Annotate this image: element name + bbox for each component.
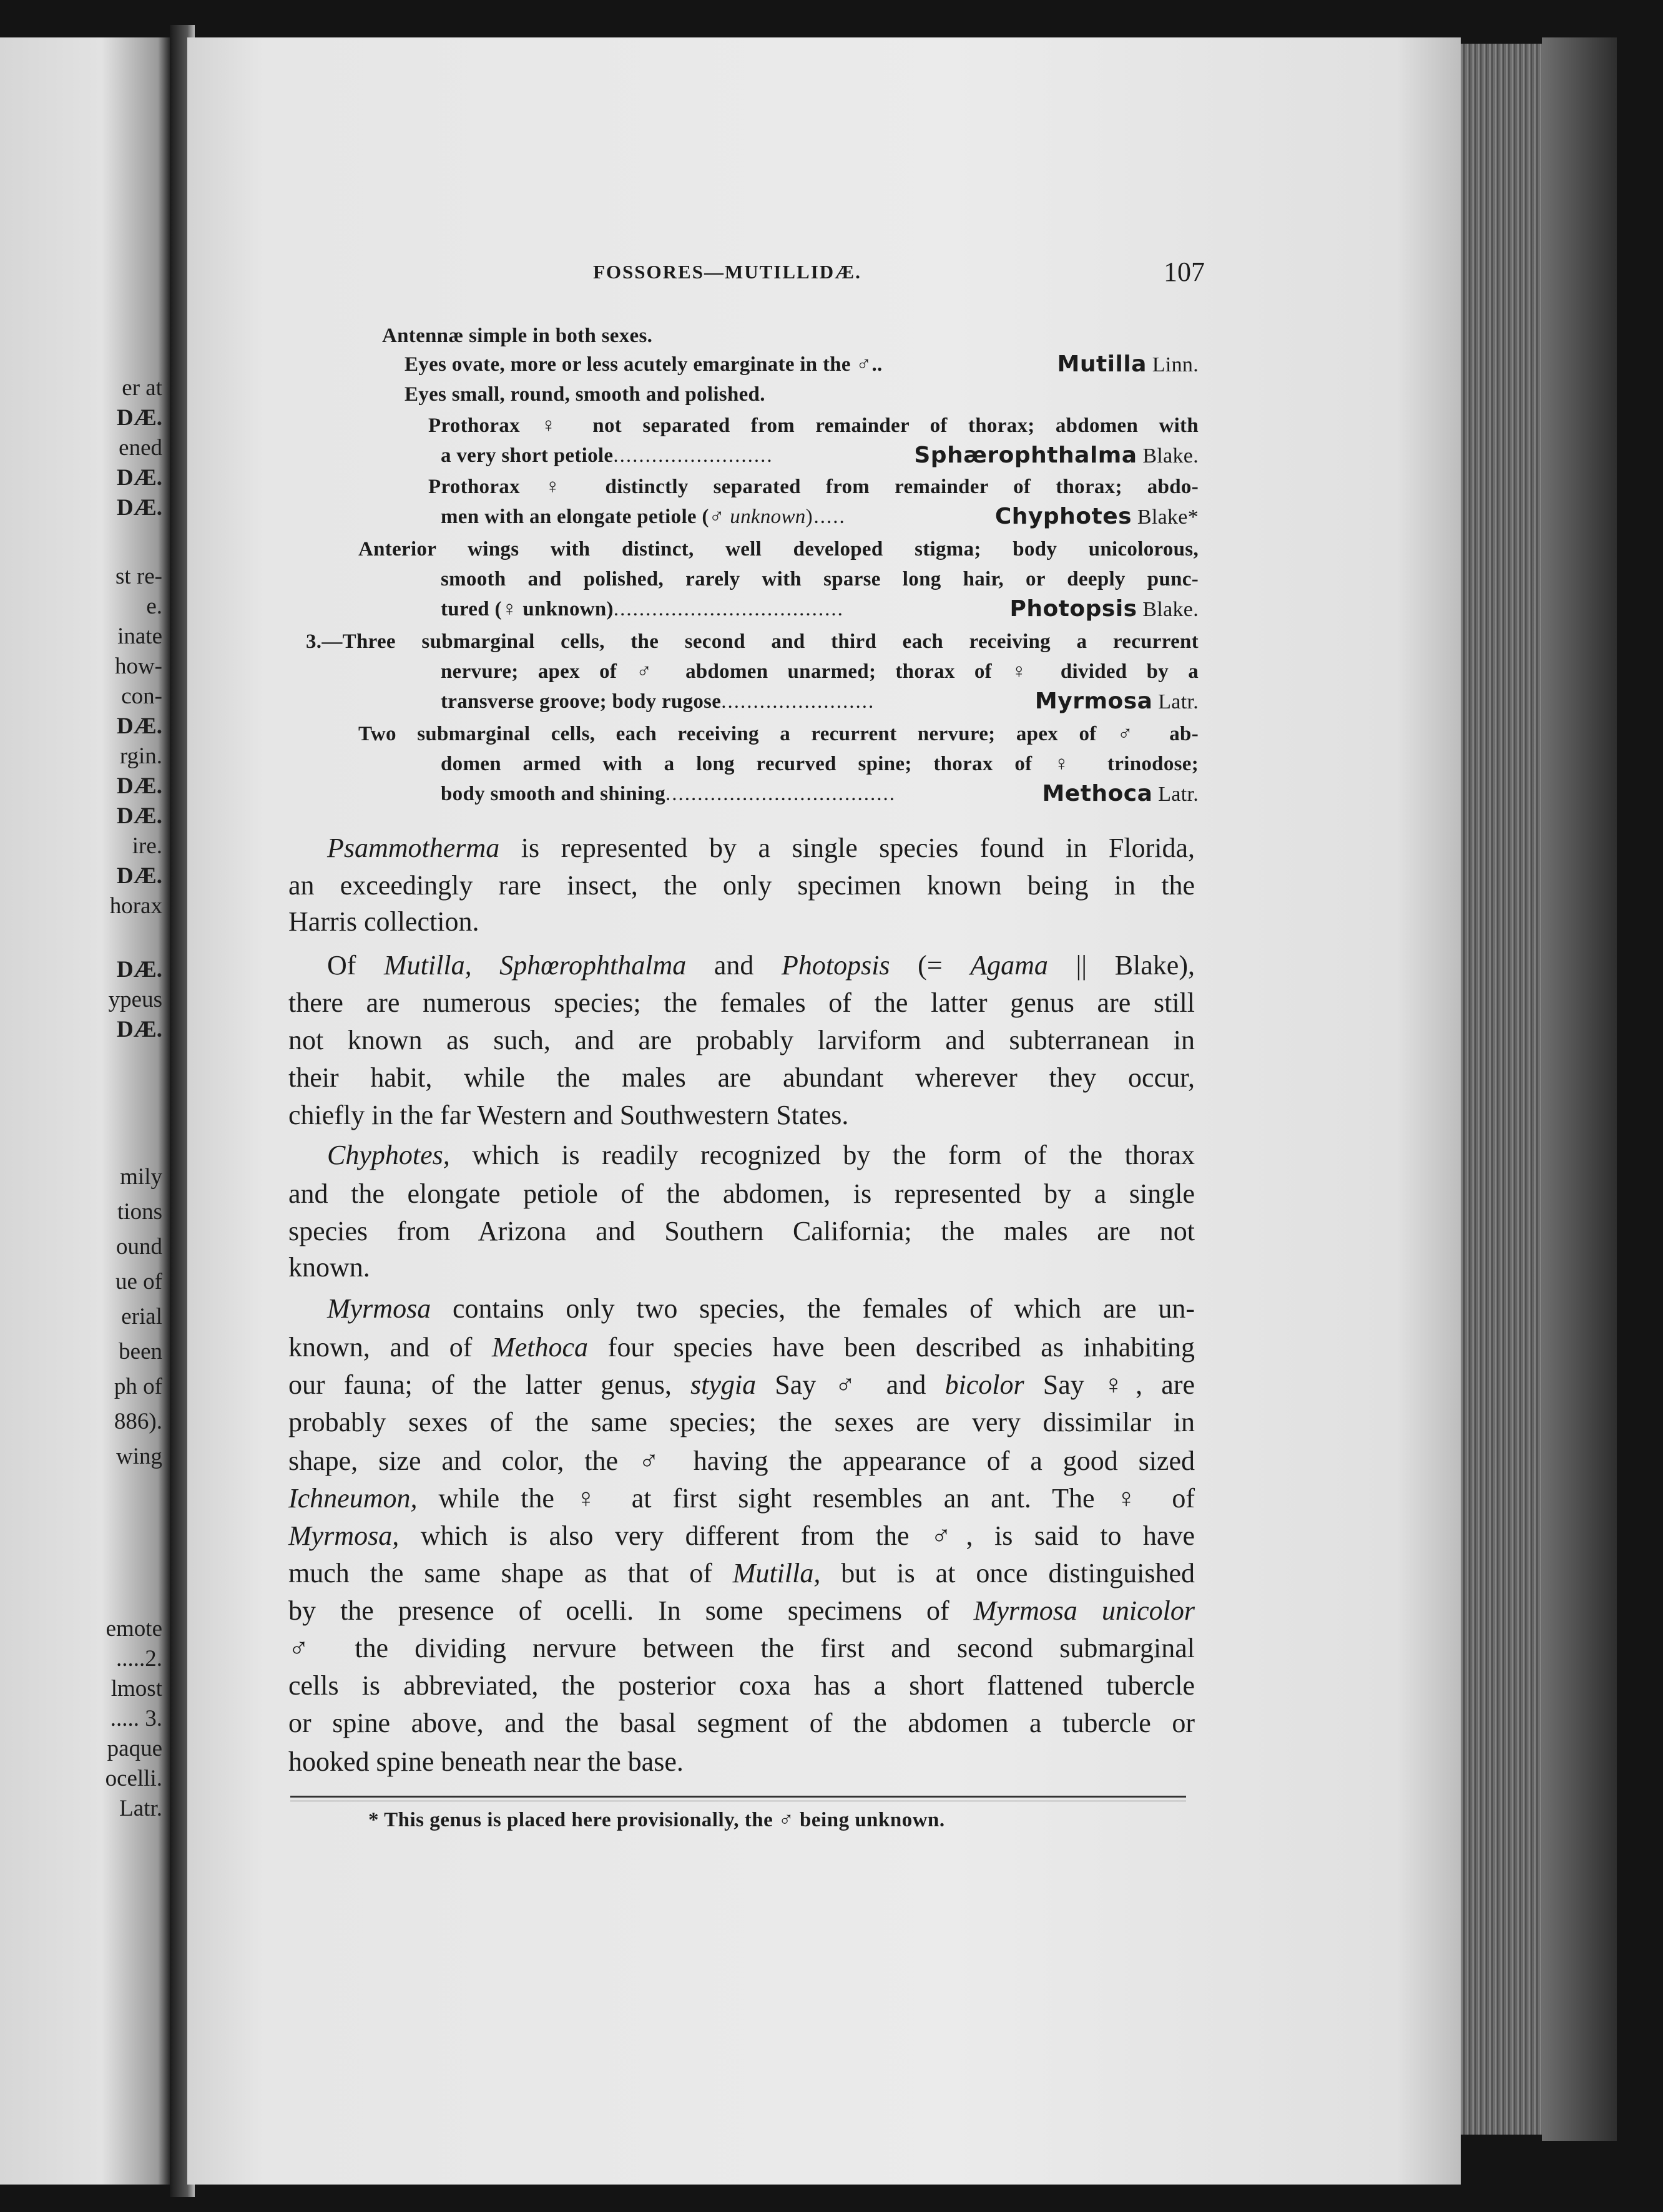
text-line: chiefly in the far Western and Southwestern States.	[288, 1100, 849, 1130]
left-page-fragment: ..... 3.	[110, 1706, 162, 1731]
left-page-fragment: horax	[109, 893, 162, 919]
key-line: tured (♀ unknown).................................... Photopsis Blake.	[441, 596, 1199, 622]
left-page-fragment: been	[119, 1339, 162, 1364]
text-line: known, and of Methoca four species have been described as inhabiting	[288, 1332, 1195, 1363]
footnote: * This genus is placed here provisionally, the ♂ being unknown.	[368, 1809, 945, 1831]
left-page-fragment: paque	[107, 1736, 162, 1761]
key-line: Anterior wings with distinct, well developed stigma; body unicolorous,	[358, 538, 1199, 560]
running-title: FOSSORES—MUTILLIDÆ.	[593, 261, 861, 283]
text-line: Psammotherma is represented by a single species found in Florida,	[327, 833, 1195, 863]
key-line: Eyes ovate, more or less acutely emarginate in the ♂.. Mutilla Linn.	[405, 351, 1199, 377]
text-line: an exceedingly rare insect, the only specimen known being in the	[288, 870, 1195, 901]
left-page-fragment: DÆ.	[117, 863, 162, 889]
text-line: or spine above, and the basal segment of the abdomen a tubercle or	[288, 1708, 1195, 1738]
text-line: Myrmosa contains only two species, the females of which are un-	[327, 1293, 1195, 1324]
key-line: a very short petiole......................... Sphærophthalma Blake.	[441, 443, 1199, 468]
left-page-fragment: st re-	[115, 564, 162, 589]
key-line: Prothorax ♀ distinctly separated from remainder of thorax; abdo-	[428, 476, 1199, 498]
text-line: our fauna; of the latter genus, stygia Say ♂ and bicolor Say ♀, are	[288, 1369, 1195, 1400]
left-facing-page	[0, 37, 170, 2185]
key-line: transverse groove; body rugose........................ Myrmosa Latr.	[441, 688, 1199, 714]
key-line: smooth and polished, rarely with sparse long hair, or deeply punc-	[441, 568, 1199, 590]
left-page-fragment: 886).	[114, 1409, 162, 1434]
text-line: Chyphotes, which is readily recognized by the form of the thorax	[327, 1140, 1195, 1170]
genus-name: Photopsis	[1009, 596, 1137, 622]
left-page-fragment: Latr.	[119, 1796, 162, 1821]
left-page-fragment: er at	[122, 375, 162, 401]
key-line: men with an elongate petiole (♂ unknown)..... Chyphotes Blake*	[441, 504, 1199, 529]
text-line: cells is abbreviated, the posterior coxa has a short flattened tubercle	[288, 1670, 1195, 1701]
left-page-fragment: ph of	[114, 1374, 162, 1399]
left-page-text-fragments	[0, 37, 162, 2185]
text-line: species from Arizona and Southern California; the males are not	[288, 1216, 1195, 1246]
footnote-rule	[290, 1796, 1186, 1798]
genus-name: Mutilla	[1057, 351, 1147, 377]
left-page-fragment: ened	[119, 435, 162, 461]
left-page-fragment: DÆ.	[117, 803, 162, 829]
text-line: much the same shape as that of Mutilla, but is at once distinguished	[288, 1558, 1195, 1588]
left-page-fragment: tions	[117, 1199, 162, 1225]
left-page-fragment: DÆ.	[117, 405, 162, 431]
page-number: 107	[1164, 257, 1205, 287]
text-line: and the elongate petiole of the abdomen, is represented by a single	[288, 1178, 1195, 1209]
text-line: by the presence of ocelli. In some specimens of Myrmosa unicolor	[288, 1595, 1195, 1626]
left-page-fragment: emote	[105, 1616, 162, 1642]
key-line: body smooth and shining.................................... Methoca Latr.	[441, 781, 1199, 806]
key-line: Prothorax ♀ not separated from remainder of thorax; abdomen with	[428, 414, 1199, 437]
text-line: shape, size and color, the ♂ having the appearance of a good sized	[288, 1446, 1195, 1476]
text-line: probably sexes of the same species; the sexes are very dissimilar in	[288, 1407, 1195, 1437]
left-page-fragment: rgin.	[119, 743, 162, 769]
left-page-fragment: DÆ.	[117, 773, 162, 799]
left-page-fragment: how-	[114, 653, 162, 679]
key-line: nervure; apex of ♂ abdomen unarmed; thorax of ♀ divided by a	[441, 660, 1199, 683]
left-page-fragment: ypeus	[108, 987, 162, 1012]
left-page-fragment: con-	[121, 683, 162, 709]
left-page-fragment: wing	[116, 1444, 162, 1469]
running-head	[593, 256, 1205, 293]
left-page-fragment: DÆ.	[117, 495, 162, 521]
key-line: domen armed with a long recurved spine; thorax of ♀ trinodose;	[441, 753, 1199, 775]
text-line: Myrmosa, which is also very different from the ♂, is said to have	[288, 1520, 1195, 1551]
left-page-fragment: DÆ.	[117, 713, 162, 739]
left-page-fragment: DÆ.	[117, 1017, 162, 1042]
left-page-fragment: DÆ.	[117, 957, 162, 982]
key-line: 3.—Three submarginal cells, the second and third each receiving a recurrent	[306, 630, 1199, 653]
left-page-fragment: ocelli.	[105, 1766, 162, 1791]
genus-name: Chyphotes	[994, 504, 1132, 529]
genus-name: Sphærophthalma	[914, 443, 1137, 468]
left-page-fragment: mily	[120, 1164, 162, 1190]
left-page-fragment: ound	[116, 1234, 162, 1260]
text-line: there are numerous species; the females of the latter genus are still	[288, 987, 1195, 1018]
key-line: Two submarginal cells, each receiving a recurrent nervure; apex of ♂ ab-	[358, 723, 1199, 745]
left-page-fragment: .....2.	[116, 1646, 162, 1671]
key-line: Antennæ simple in both sexes.	[382, 325, 653, 347]
left-page-fragment: ire.	[132, 833, 162, 859]
key-line: Eyes small, round, smooth and polished.	[405, 383, 765, 406]
text-line: ♂ the dividing nervure between the first and second submarginal	[288, 1633, 1195, 1663]
text-line: Harris collection.	[288, 906, 479, 937]
genus-name: Methoca	[1042, 781, 1153, 806]
left-page-fragment: inate	[117, 624, 162, 649]
text-line: Of Mutilla, Sphœrophthalma and Photopsis (= Agama || Blake),	[327, 950, 1195, 981]
book-fore-edge	[1542, 37, 1617, 2141]
left-page-fragment: erial	[121, 1304, 162, 1329]
left-page-fragment: ue of	[115, 1269, 162, 1294]
genus-name: Myrmosa	[1034, 688, 1153, 714]
left-page-fragment: lmost	[110, 1676, 162, 1701]
text-line: Ichneumon, while the ♀ at first sight resembles an ant. The ♀ of	[288, 1483, 1195, 1514]
left-page-fragment: e.	[146, 594, 162, 619]
left-page-fragment: DÆ.	[117, 465, 162, 491]
text-line: known.	[288, 1252, 370, 1283]
text-line: not known as such, and are probably larviform and subterranean in	[288, 1025, 1195, 1055]
text-line: their habit, while the males are abundant wherever they occur,	[288, 1062, 1195, 1093]
text-line: hooked spine beneath near the base.	[288, 1746, 684, 1777]
